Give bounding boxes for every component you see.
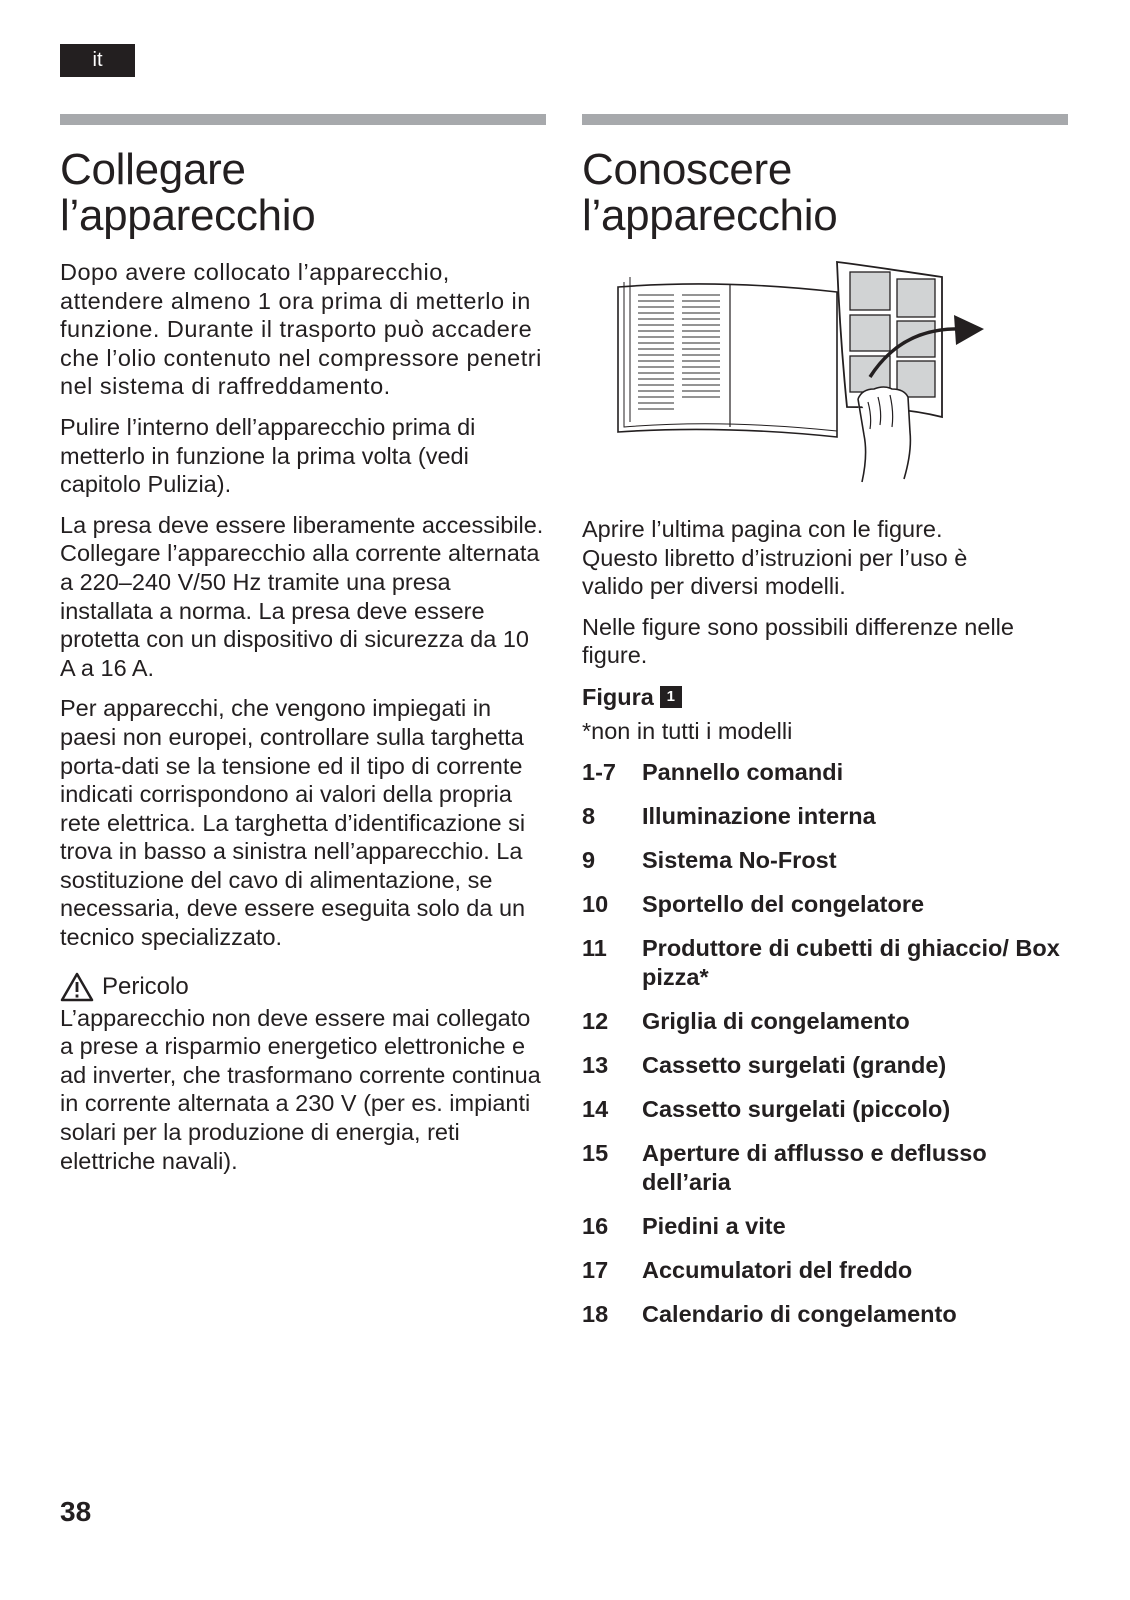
legend-item bbox=[582, 1139, 1068, 1197]
danger-label: Pericolo bbox=[102, 972, 189, 1000]
danger-text: L’apparecchio non deve essere mai collegato a prese a risparmio energetico elettroniche e ad inverter, che trasformano corrente continua in corrente alternata a 230 V (per es. impianti solari per la produzione di energia, reti elettriche navali). bbox=[60, 1004, 541, 1174]
legend-number: 17 bbox=[582, 1256, 609, 1283]
legend-text: Sportello del congelatore bbox=[642, 890, 925, 917]
legend-text: Accumulatori del freddo bbox=[642, 1256, 913, 1283]
legend-number: 14 bbox=[582, 1095, 609, 1122]
figure-number-badge: 1 bbox=[660, 686, 682, 708]
figure-label: Figura bbox=[582, 683, 654, 710]
legend-text: Cassetto surgelati (grande) bbox=[642, 1051, 947, 1078]
legend-number: 12 bbox=[582, 1007, 609, 1034]
legend-text: Calendario di congelamento bbox=[642, 1300, 957, 1327]
legend-text: Pannello comandi bbox=[642, 758, 844, 785]
paragraph: Per apparecchi, che vengono impiegati in paesi non europei, controllare sulla targhetta porta-dati se la tensione ed il tipo di corrente indicati corrispondono ai valori della propria rete elettrica. La targhetta d’identificazione si trova in basso a sinistra nell’apparecchio. La sostituzione del cavo di alimentazione, se necessaria, deve essere eseguita solo da un tecnico specializzato. bbox=[60, 695, 526, 951]
legend-number: 18 bbox=[582, 1300, 609, 1327]
legend-item bbox=[582, 1007, 1068, 1036]
models-note: *non in tutti i modelli bbox=[582, 717, 793, 744]
danger-heading bbox=[60, 972, 546, 1002]
section-rule bbox=[582, 114, 1068, 125]
left-column bbox=[60, 114, 546, 1187]
legend-number: 1-7 bbox=[582, 758, 616, 785]
legend-number: 11 bbox=[582, 934, 607, 961]
legend-item bbox=[582, 1212, 1068, 1241]
legend-text: Illuminazione interna bbox=[642, 802, 876, 829]
legend-item bbox=[582, 1256, 1068, 1285]
legend-number: 10 bbox=[582, 890, 609, 917]
paragraph: Pulire l’interno dell’apparecchio prima di metterlo in funzione la prima volta (vedi capitolo Pulizia). bbox=[60, 413, 476, 498]
legend-item bbox=[582, 846, 1068, 875]
know-body bbox=[582, 515, 1068, 670]
paragraph: Nelle figure sono possibili differenze nelle figure. bbox=[582, 613, 1014, 669]
legend-text: Piedini a vite bbox=[642, 1212, 786, 1239]
legend-item bbox=[582, 1095, 1068, 1124]
legend-number: 13 bbox=[582, 1051, 609, 1078]
legend-item bbox=[582, 1051, 1068, 1080]
right-column bbox=[582, 114, 1068, 1344]
legend-item bbox=[582, 934, 1068, 992]
section-rule bbox=[60, 114, 546, 125]
legend-text: Griglia di congelamento bbox=[642, 1007, 910, 1034]
legend-item bbox=[582, 890, 1068, 919]
legend-number: 8 bbox=[582, 802, 596, 829]
legend-number: 15 bbox=[582, 1139, 609, 1166]
open-booklet-turning-last-page-icon bbox=[612, 257, 1012, 492]
legend-text: Produttore di cubetti di ghiaccio/ Box pizza* bbox=[642, 934, 1060, 990]
warning-triangle-icon bbox=[60, 972, 94, 1002]
legend-item bbox=[582, 802, 1068, 831]
paragraph: Dopo avere collocato l’apparecchio, attendere almeno 1 ora prima di metterlo in funzione. Durante il trasporto può accadere che l’olio contenuto nel compressore penetri nel sistema di raffreddamento. bbox=[60, 259, 542, 400]
paragraph: Aprire l’ultima pagina con le figure. Questo libretto d’istruzioni per l’uso è valido per diversi modelli. bbox=[582, 516, 968, 600]
figure-legend bbox=[582, 758, 1068, 1329]
section-title-know: Conoscere l’apparecchio bbox=[582, 145, 838, 240]
legend-text: Aperture di afflusso e deflusso dell’aria bbox=[642, 1139, 987, 1195]
section-title-connect: Collegare l’apparecchio bbox=[60, 145, 316, 240]
legend-item bbox=[582, 758, 1068, 787]
page-number: 38 bbox=[60, 1496, 92, 1527]
legend-item bbox=[582, 1300, 1068, 1329]
legend-text: Cassetto surgelati (piccolo) bbox=[642, 1095, 951, 1122]
language-tab: it bbox=[60, 44, 135, 77]
legend-number: 16 bbox=[582, 1212, 609, 1239]
legend-number: 9 bbox=[582, 846, 596, 873]
legend-text: Sistema No-Frost bbox=[642, 846, 837, 873]
paragraph: La presa deve essere liberamente accessibile. Collegare l’apparecchio alla corrente alternata a 220–240 V/50 Hz tramite una presa installata a norma. La presa deve essere protetta con un dispositivo di sicurezza da 10 A a 16 A. bbox=[60, 511, 544, 681]
connect-body bbox=[60, 258, 546, 952]
figure-heading bbox=[582, 682, 1068, 712]
